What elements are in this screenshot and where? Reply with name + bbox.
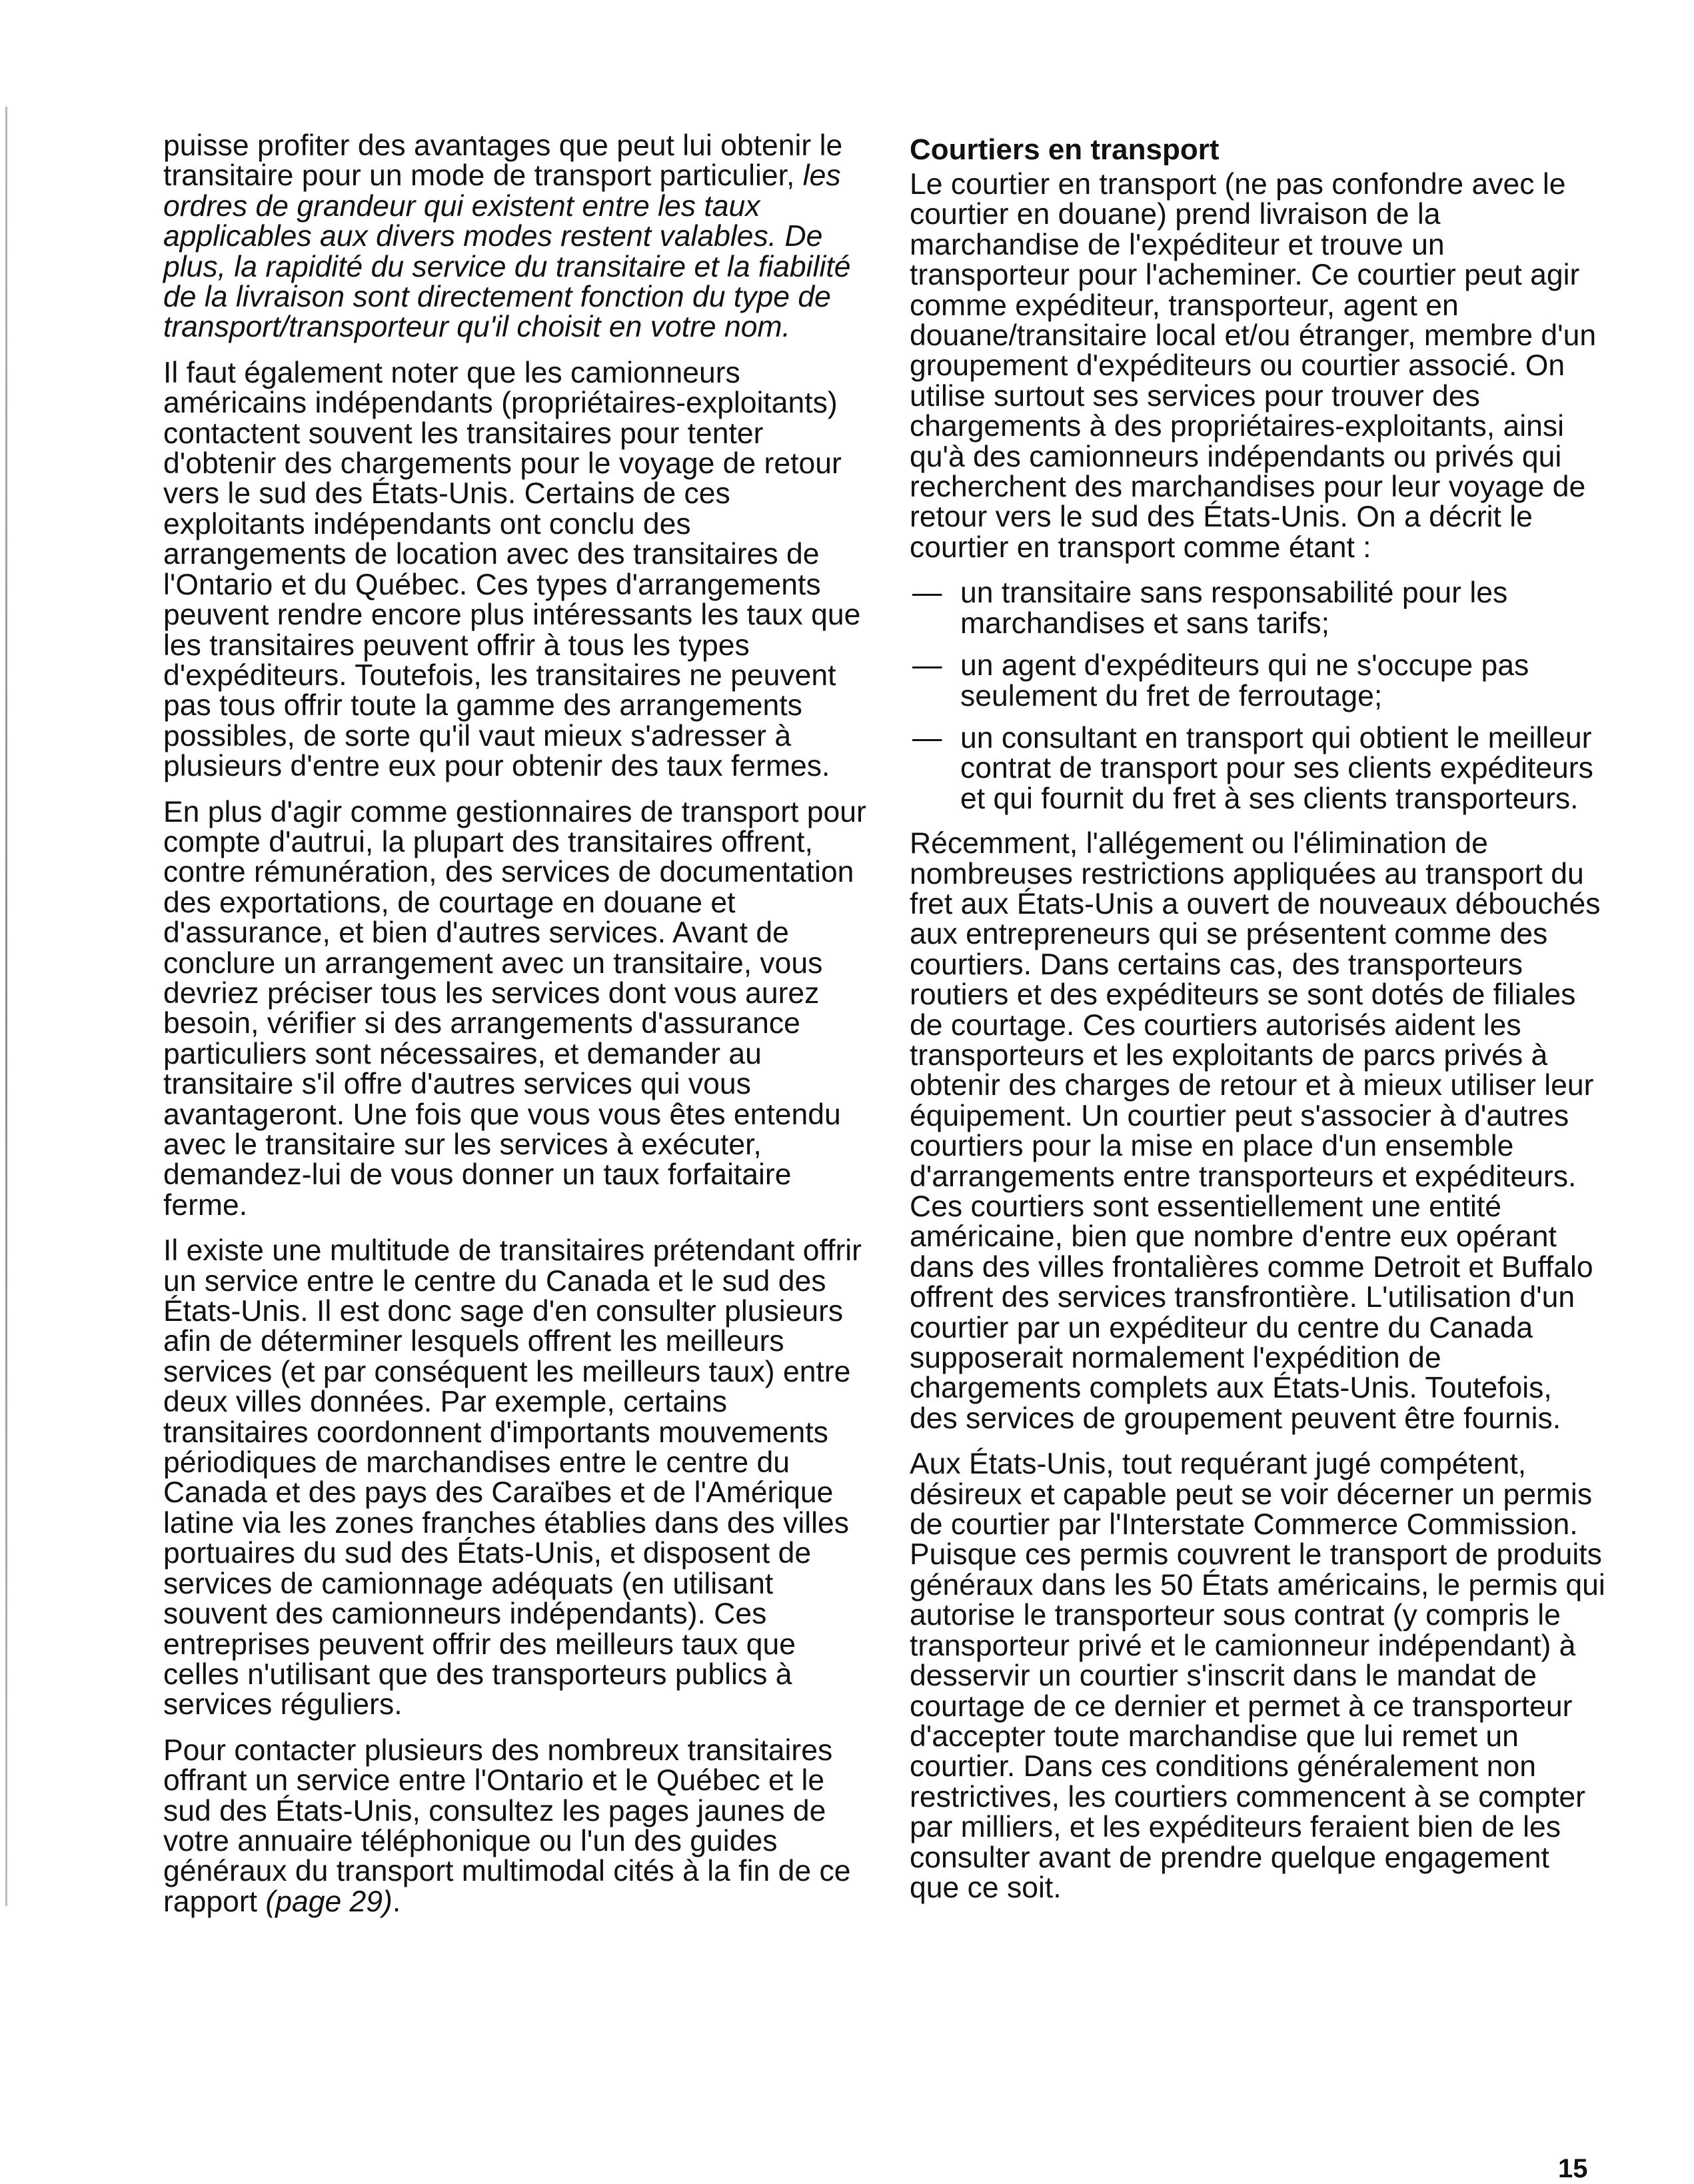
dash-bullet: — [912,721,942,754]
right-column [910,133,1606,1918]
paragraph-independent-truckers: Il faut également noter que les camionneurs américains indépendants (propriétaires-exploitants) contactent souvent les transitaires pour tenter d'obtenir des chargements pour le voyage de retour vers le sud des États-Unis. Certains de ces exploitants indépendants ont conclu des arrangements de location avec des transitaires de l'Ontario et du Québec. Ces types d'arrangements peuvent rendre encore plus intéressants les taux que les transitaires peuvent offrir à tous les types d'expéditeurs. Toutefois, les transitaires ne peuvent pas tous offrir toute la gamme des arrangements possibles, de sorte qu'il vaut mieux s'adresser à plusieurs d'entre eux pour obtenir des taux fermes. [163,356,861,783]
paragraph-deregulation: Récemment, l'allégement ou l'élimination de nombreuses restrictions appliquées au transport du fret aux États-Unis a ouvert de nouveaux débouchés aux entrepreneurs qui se présentent comme des courtiers. Dans certains cas, des transporteurs routiers et des expéditeurs se sont dotés de filiales de courtage. Ces courtiers autorisés aident les transporteurs et les exploitants de parcs privés à obtenir des charges de retour et à mieux utiliser leur équipement. Un courtier peut s'associer à d'autres courtiers pour la mise en place d'un ensemble d'arrangements entre transporteurs et expéditeurs. Ces courtiers sont essentiellement une entité américaine, bien que nombre d'entre eux opérant dans des villes frontalières comme Detroit et Buffalo offrent des services transfrontière. L'utilisation d'un courtier par un expéditeur du centre du Canada supposerait normalement l'expédition de chargements complets aux États-Unis. Toutefois, des services de groupement peuvent être fournis. [910,827,1601,1435]
paragraph-lead-text: puisse profiter des avantages que peut lui obtenir le transitaire pour un mode de transport particulier, [163,129,843,193]
scan-edge-line [5,107,7,1906]
dash-bullet: — [912,576,942,610]
list-item-text: un agent d'expéditeurs qui ne s'occupe pas seulement du fret de ferroutage; [960,649,1529,712]
list-item-text: un consultant en transport qui obtient le meilleur contrat de transport pour ses clients expéditeurs et qui fournit du fret à ses clients transporteurs. [960,721,1593,815]
left-column [163,131,870,1932]
section-heading: Courtiers en transport [910,133,1220,166]
paragraph-tail-text: . [392,1885,401,1918]
list-item [910,723,1606,814]
dash-bullet: — [912,649,942,682]
list-item [910,578,1606,638]
paragraph-transitaire-services: En plus d'agir comme gestionnaires de transport pour compte d'autrui, la plupart des transitaires offrent, contre rémunération, des services de documentation des exportations, de courtage en douane et d'assurance, et bien d'autres services. Avant de conclure un arrangement avec un transitaire, vous devriez préciser tous les services dont vous aurez besoin, vérifier si des arrangements d'assurance particuliers sont nécessaires, et demander au transitaire s'il offre d'autres services qui vous avantageront. Une fois que vous vous êtes entendu avec le transitaire sur les services à exécuter, demandez-lui de vous donner un taux forfaitaire ferme. [163,795,866,1222]
paragraph-transitaire-rates [163,131,870,343]
courtier-description-list [910,578,1606,814]
paragraph-lead-text: Pour contacter plusieurs des nombreux transitaires offrant un service entre l'Ontario et le Québec et le sud des États-Unis, consultez les pages jaunes de votre annuaire téléphonique ou l'un des guides généraux du transport multimodal cités à la fin de ce rapport [163,1733,851,1918]
paragraph-courtier-definition: Le courtier en transport (ne pas confondre avec le courtier en douane) prend livraison de la marchandise de l'expéditeur et trouve un transporteur pour l'acheminer. Ce courtier peut agir comme expéditeur, transporteur, agent en douane/transitaire local et/ou étranger, membre d'un groupement d'expéditeurs ou courtier associé. On utilise surtout ses services pour trouver des chargements à des propriétaires-exploitants, ainsi qu'à des camionneurs indépendants ou privés qui recherchent des marchandises pour leur voyage de retour vers le sud des États-Unis. On a décrit le courtier en transport comme étant : [910,168,1597,564]
paragraph-multitude-transitaires: Il existe une multitude de transitaires prétendant offrir un service entre le centre du Canada et le sud des États-Unis. Il est donc sage d'en consulter plusieurs afin de déterminer lesquels offrent les meilleurs services (et par conséquent les meilleurs taux) entre deux villes données. Par exemple, certains transitaires coordonnent d'importants mouvements périodiques de marchandises entre le centre du Canada et des pays des Caraïbes et de l'Amérique latine via les zones franches établies dans des villes portuaires du sud des États-Unis, et disposent de services de camionnage adéquats (en utilisant souvent des camionneurs indépendants). Ces entreprises peuvent offrir des meilleurs taux que celles n'utilisant que des transporteurs publics à services réguliers. [163,1234,862,1721]
page-reference: (page 29) [265,1885,393,1918]
paragraph-icc-permits: Aux États-Unis, tout requérant jugé compétent, désireux et capable peut se voir décerner un permis de courtier par l'Interstate Commerce Commission. Puisque ces permis couvrent le transport de produits généraux dans les 50 États américains, le permis qui autorise le transporteur sous contrat (y compris le transporteur privé et le camionneur indépendant) à desservir un courtier s'inscrit dans le mandat de courtage de ce dernier et permet à ce transporteur d'accepter toute marchandise que lui remet un courtier. Dans ces conditions généralement non restrictives, les courtiers commencent à se compter par milliers, et les expéditeurs feraient bien de les consulter avant de prendre quelque engagement que ce soit. [910,1448,1605,1904]
list-item [910,650,1606,711]
paragraph-contact-transitaires [163,1735,870,1917]
page-number: 15 [1558,2154,1588,2183]
list-item-text: un transitaire sans responsabilité pour les marchandises et sans tarifs; [960,576,1508,640]
italic-emphasis-text: les ordres de grandeur qui existent entre les taux applicables aux divers modes restent valables. De plus, la rapidité du service du transitaire et la fiabilité de la livraison sont directement fonction du type de transport/transporteur qu'il choisit en votre nom. [163,159,851,344]
